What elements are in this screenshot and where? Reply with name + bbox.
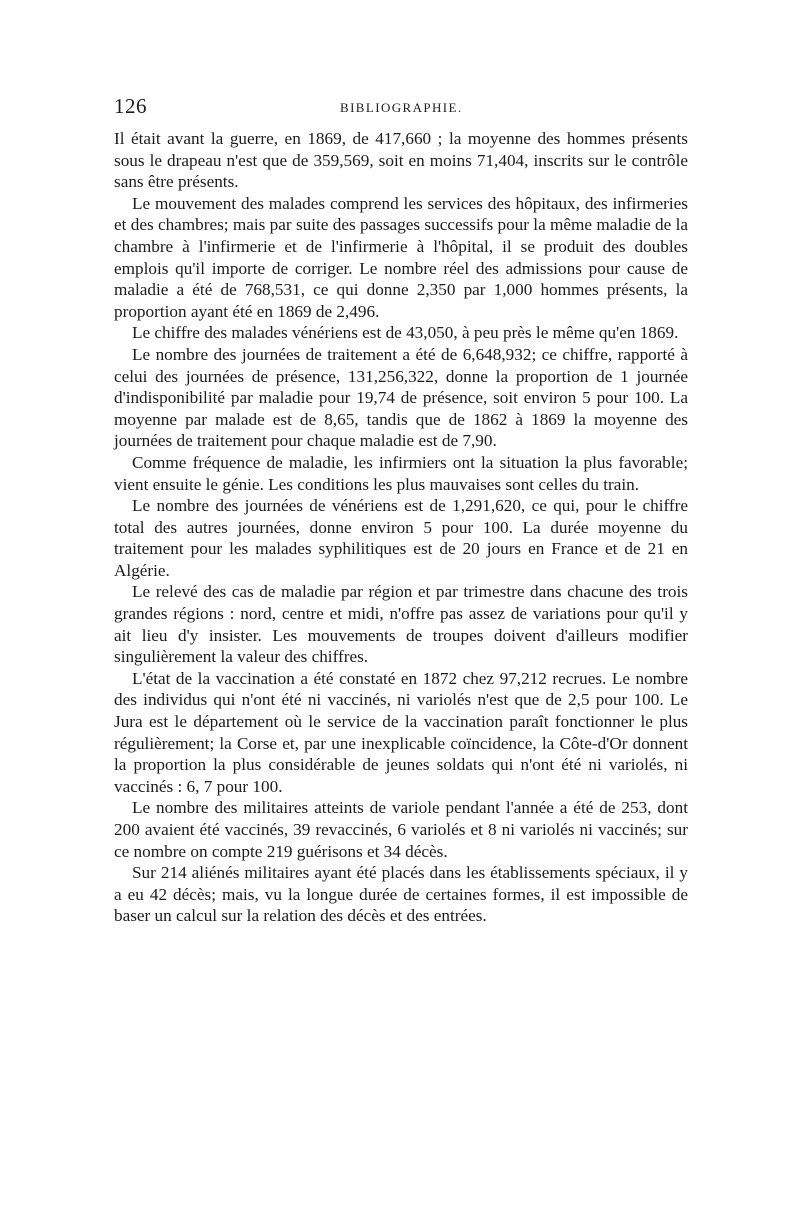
paragraph: Le mouvement des malades comprend les services des hôpitaux, des infirmeries et des chambres; mais par suite des passages successifs pour la même maladie de la chambre à l'infirmerie et de l'infirmerie à l'hôpital, il se produit des doubles emplois qu'il importe de corriger. Le nombre réel des admissions pour cause de maladie a été de 768,531, ce qui donne 2,350 par 1,000 hommes présents, la proportion ayant été en 1869 de 2,496.	[114, 193, 688, 321]
running-title: BIBLIOGRAPHIE.	[340, 100, 463, 115]
paragraph: Comme fréquence de maladie, les infirmiers ont la situation la plus favorable; vient ensuite le génie. Les conditions les plus mauvaises sont celles du train.	[114, 452, 688, 494]
page-number: 126	[114, 94, 147, 118]
paragraph: Sur 214 aliénés militaires ayant été placés dans les établissements spéciaux, il y a eu 42 décès; mais, vu la longue durée de certaines formes, il est impossible de baser un calcul sur la relation des décès et des entrées.	[114, 863, 688, 926]
paragraph: L'état de la vaccination a été constaté en 1872 chez 97,212 recrues. Le nombre des individus qui n'ont été ni vaccinés, ni variolés n'est que de 2,5 pour 100. Le Jura est le département où le service de la vaccination paraît fonctionner le plus régulièrement; la Corse et, par une inexplicable coïncidence, la Côte-d'Or donnent la proportion la plus considérable de jeunes soldats qui n'ont été ni variolés, ni vaccinés : 6, 7 pour 100.	[114, 668, 688, 796]
paragraph: Le nombre des journées de vénériens est de 1,291,620, ce qui, pour le chiffre total des autres journées, donne environ 5 pour 100. La durée moyenne du traitement pour les malades syphilitiques est de 20 jours en France et de 21 en Algérie.	[114, 496, 688, 580]
paragraph: Le relevé des cas de maladie par région et par trimestre dans chacune des trois grandes régions : nord, centre et midi, n'offre pas assez de variations pour qu'il y ait lieu d'y insister. Les mouvements de troupes doivent d'ailleurs modifier singulièrement la valeur des chiffres.	[114, 582, 688, 667]
paragraph: Il était avant la guerre, en 1869, de 417,660 ; la moyenne des hommes présents sous le drapeau n'est que de 359,569, soit en moins 71,404, inscrits sur le contrôle sans être présents.	[114, 129, 688, 192]
running-header	[114, 94, 692, 120]
body-text	[114, 128, 688, 927]
paragraph: Le nombre des journées de traitement a été de 6,648,932; ce chiffre, rapporté à celui des journées de présence, 131,256,322, donne la proportion de 1 journée d'indisponibilité par maladie pour 19,74 de présence, soit environ 5 pour 100. La moyenne par malade est de 8,65, tandis que de 1862 à 1869 la moyenne des journées de traitement pour chaque maladie est de 7,90.	[114, 344, 688, 451]
paragraph: Le chiffre des malades vénériens est de 43,050, à peu près le même qu'en 1869.	[132, 323, 679, 343]
paragraph: Le nombre des militaires atteints de variole pendant l'année a été de 253, dont 200 avaient été vaccinés, 39 revaccinés, 6 variolés et 8 ni variolés ni vaccinés; sur ce nombre on compte 219 guérisons et 34 décès.	[114, 798, 688, 861]
